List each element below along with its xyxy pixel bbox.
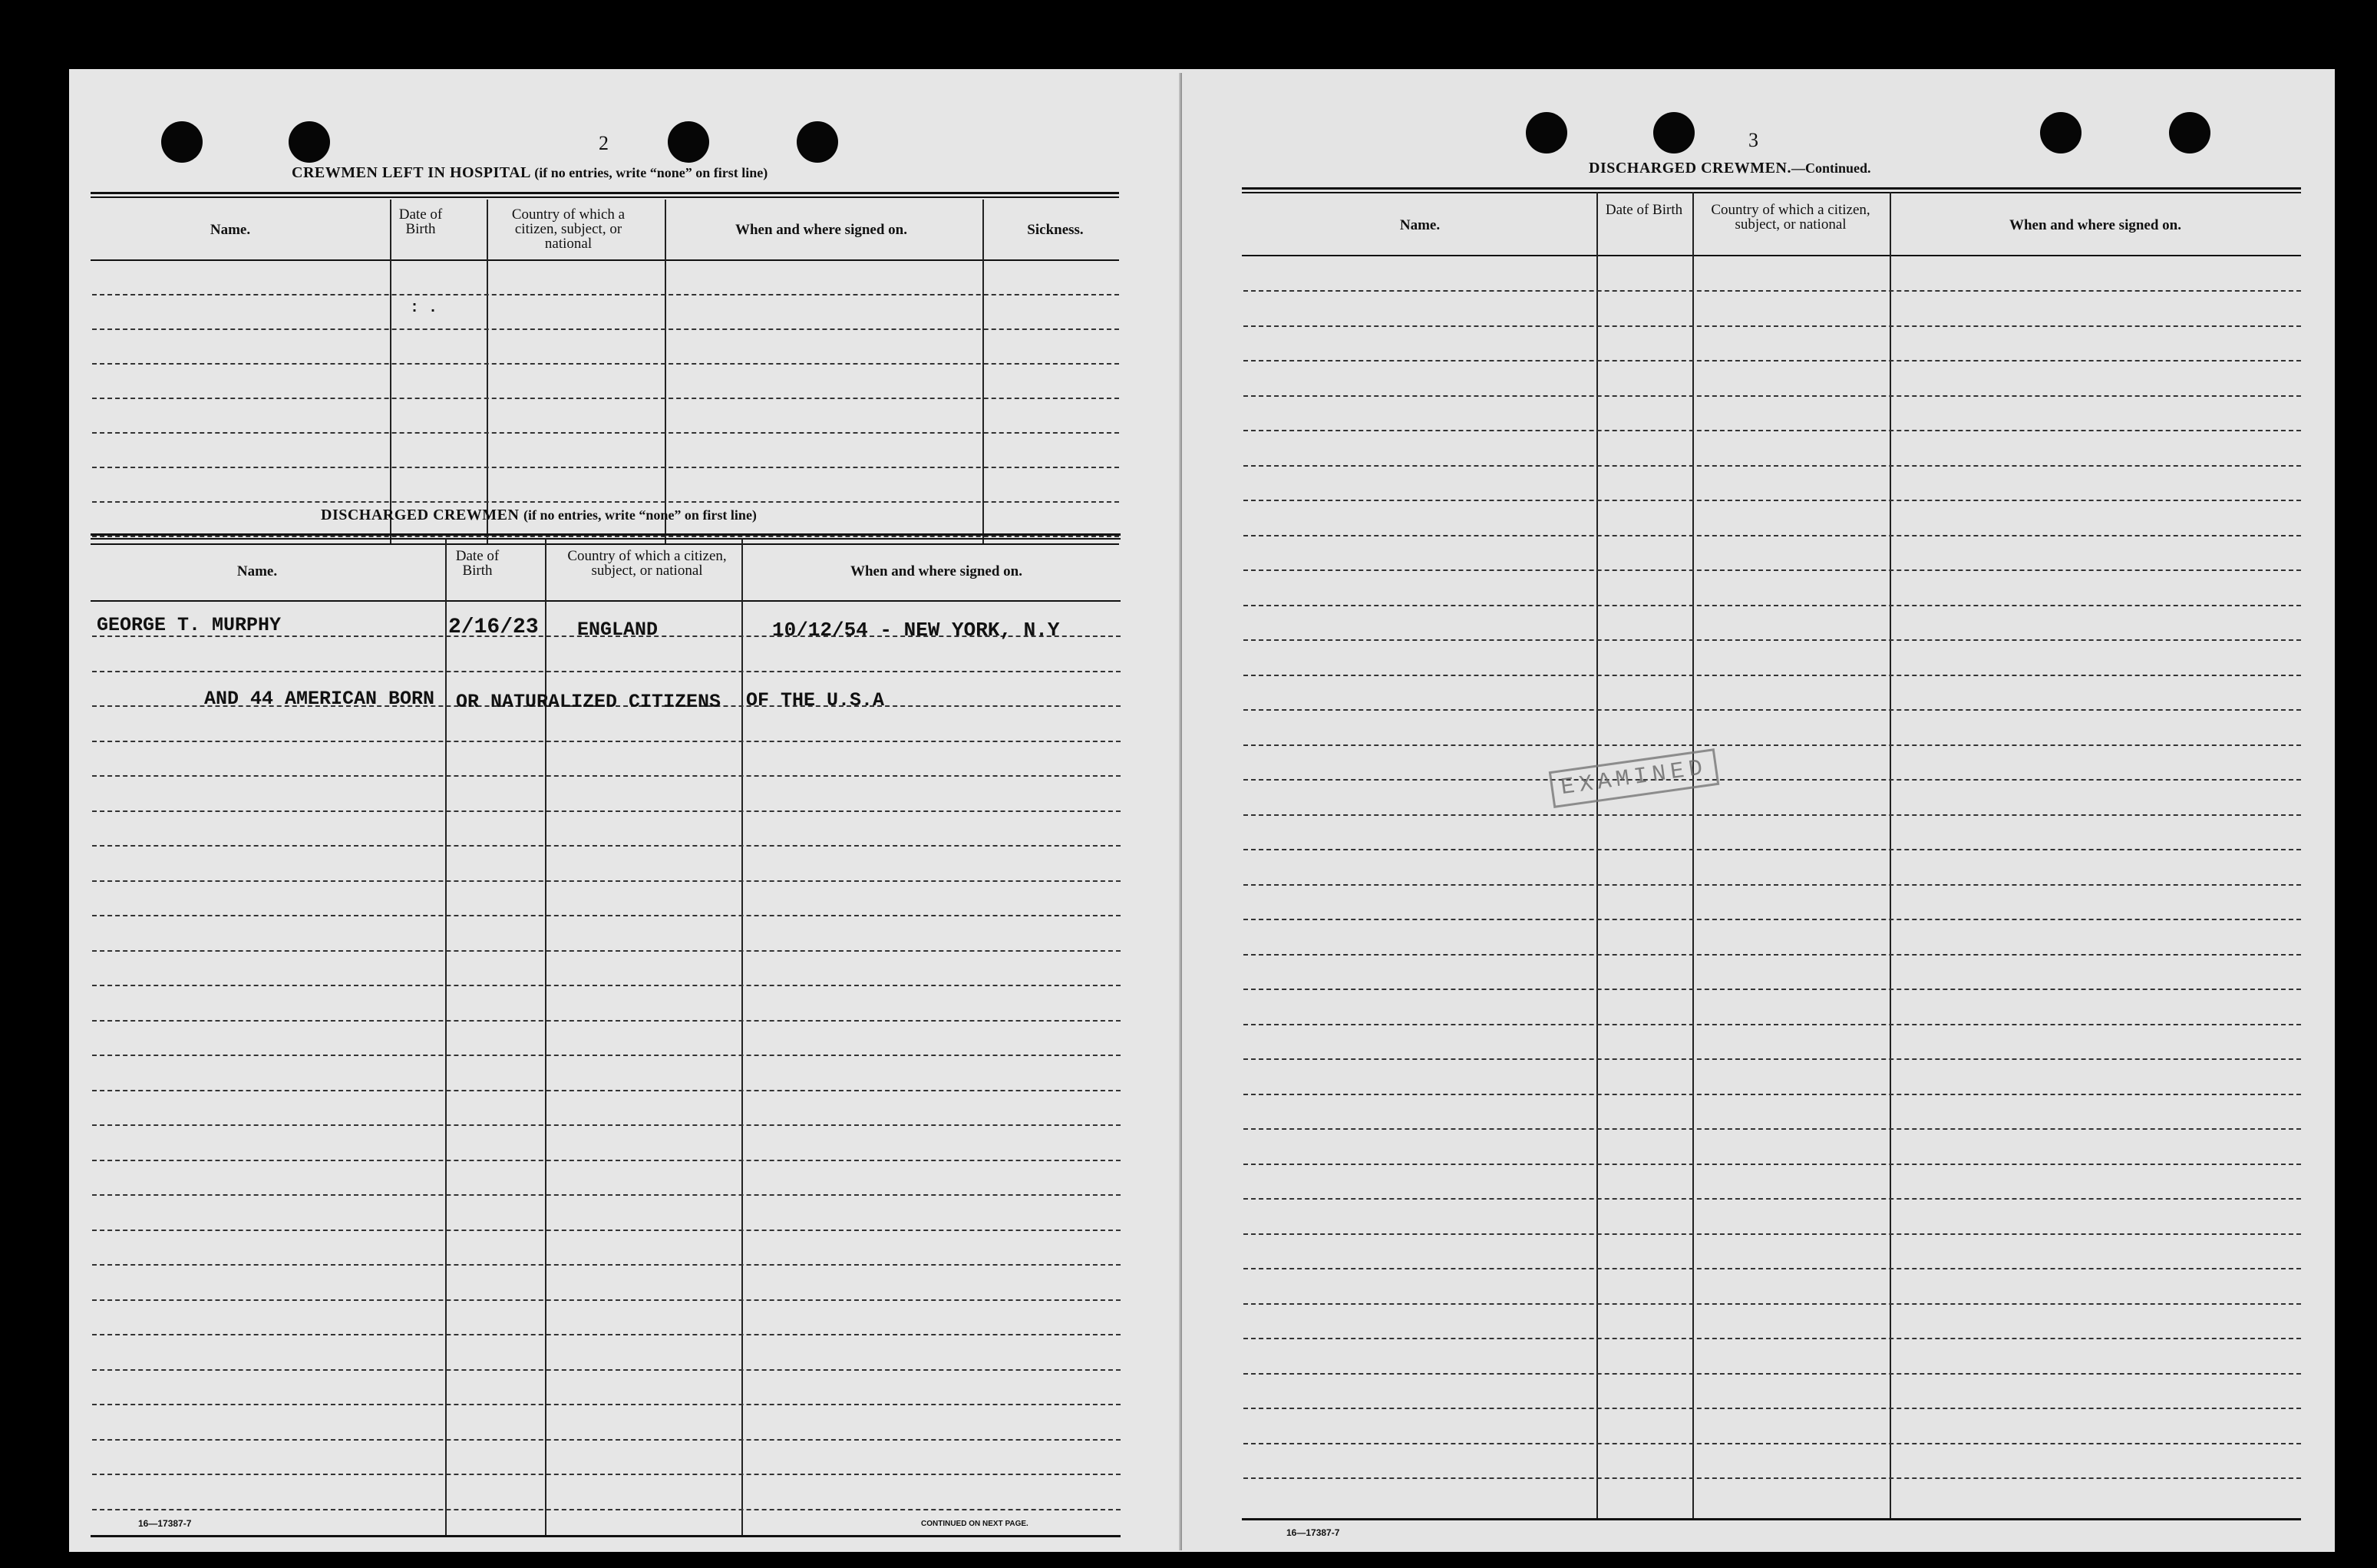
hospital-section-title xyxy=(292,164,768,182)
remark-part3: OF THE U.S.A xyxy=(746,689,885,711)
discharged-title-text: DISCHARGED CREWMEN xyxy=(321,507,520,523)
entry-line xyxy=(1243,1477,2301,1479)
entry-line xyxy=(1243,1128,2301,1130)
entry-line xyxy=(1243,849,2301,850)
hospital-col-divider xyxy=(665,200,666,545)
right-bottom-rule xyxy=(1242,1518,2301,1520)
entry-line xyxy=(92,432,1119,434)
entry-line xyxy=(1243,989,2301,990)
entry-line xyxy=(1243,639,2301,641)
discharged-top-rule xyxy=(91,533,1121,540)
punch-hole xyxy=(1526,112,1567,153)
discharged-col-divider xyxy=(545,539,546,1537)
hospital-col-country: Country of which a citizen, subject, or national xyxy=(511,206,626,252)
crewman-signed-on: 10/12/54 - NEW YORK, N.Y xyxy=(772,619,1060,642)
right-col-dob: Date of Birth xyxy=(1605,202,1683,218)
entry-line xyxy=(1243,535,2301,536)
hospital-col-divider xyxy=(390,200,391,545)
page-number: 2 xyxy=(599,132,609,154)
left-page xyxy=(69,69,1187,1552)
right-col-name: Name. xyxy=(1399,217,1441,233)
entry-line xyxy=(1243,1373,2301,1375)
entry-line xyxy=(1243,395,2301,397)
punch-hole xyxy=(668,121,709,163)
entry-line xyxy=(1243,1198,2301,1200)
hospital-col-name: Name. xyxy=(210,222,251,238)
punch-hole xyxy=(289,121,330,163)
entry-line xyxy=(92,294,1119,295)
discharged-bottom-rule xyxy=(91,1535,1121,1537)
entry-line xyxy=(92,775,1121,777)
hospital-top-rule xyxy=(91,192,1119,198)
hospital-col-divider xyxy=(982,200,984,545)
entry-line xyxy=(92,985,1121,986)
entry-line xyxy=(92,741,1121,742)
punch-hole xyxy=(1653,112,1695,153)
entry-line xyxy=(1243,1094,2301,1095)
entry-line xyxy=(92,915,1121,916)
entry-line xyxy=(1243,884,2301,886)
punch-hole xyxy=(161,121,203,163)
entry-line xyxy=(92,1020,1121,1022)
entry-line xyxy=(92,1264,1121,1266)
discharged-section-title xyxy=(321,507,757,524)
right-top-rule xyxy=(1242,187,2301,193)
right-header-rule xyxy=(1242,255,2301,256)
right-title-continued: —Continued. xyxy=(1791,160,1871,176)
entry-line xyxy=(92,1230,1121,1231)
punch-hole xyxy=(797,121,838,163)
entry-line xyxy=(1243,1303,2301,1305)
right-title-text: DISCHARGED CREWMEN. xyxy=(1589,160,1791,177)
entry-line xyxy=(92,1369,1121,1371)
entry-line xyxy=(92,845,1121,847)
entry-line xyxy=(92,1404,1121,1405)
entry-line xyxy=(92,398,1119,399)
continued-note: CONTINUED ON NEXT PAGE. xyxy=(921,1520,1028,1528)
discharged-col-divider xyxy=(741,539,743,1537)
entry-line xyxy=(1243,954,2301,956)
entry-line xyxy=(92,880,1121,882)
form-number: 16—17387-7 xyxy=(138,1518,192,1529)
right-col-divider xyxy=(1692,192,1694,1520)
punch-hole xyxy=(2169,112,2210,153)
entry-line xyxy=(1243,1233,2301,1235)
entry-line xyxy=(92,950,1121,952)
entry-line xyxy=(1243,675,2301,676)
right-col-country: Country of which a citizen, subject, or national xyxy=(1711,202,1870,233)
page-number: 3 xyxy=(1748,129,1758,151)
entry-line xyxy=(1243,814,2301,816)
entry-line xyxy=(1243,325,2301,327)
crewman-name: GEORGE T. MURPHY xyxy=(97,614,282,636)
entry-line xyxy=(1243,1268,2301,1269)
entry-line xyxy=(1243,1024,2301,1025)
entry-line xyxy=(92,467,1119,468)
entry-line xyxy=(92,328,1119,330)
discharged-col-name: Name. xyxy=(236,563,278,579)
entry-line xyxy=(92,1299,1121,1301)
right-col-signed-on: When and where signed on. xyxy=(2009,217,2181,233)
entry-line xyxy=(92,501,1119,503)
entry-line xyxy=(1243,500,2301,501)
remark-part2: OR NATURALIZED CITIZENS xyxy=(456,691,721,713)
hospital-col-sickness: Sickness. xyxy=(1027,222,1084,238)
discharged-title-note: (if no entries, write “none” on first line) xyxy=(523,507,757,523)
entry-line xyxy=(1243,779,2301,781)
entry-line xyxy=(92,1160,1121,1161)
entry-line xyxy=(1243,919,2301,920)
entry-line xyxy=(92,363,1119,365)
hospital-col-divider xyxy=(487,200,488,545)
crewman-dob: 2/16/23 xyxy=(448,616,539,639)
entry-line xyxy=(92,1439,1121,1441)
hospital-col-signed-on: When and where signed on. xyxy=(735,222,907,238)
remark-part1: AND 44 AMERICAN BORN xyxy=(204,688,435,710)
hospital-bottom-rule xyxy=(91,543,1119,545)
hospital-header-rule xyxy=(91,259,1119,261)
entry-line xyxy=(1243,1058,2301,1060)
hospital-title-text: CREWMEN LEFT IN HOSPITAL xyxy=(292,164,530,181)
crewman-country: ENGLAND xyxy=(577,619,659,641)
entry-line xyxy=(92,671,1121,672)
hospital-col-dob: Date of Birth xyxy=(398,206,443,237)
discharged-col-dob: Date of Birth xyxy=(455,548,500,579)
entry-line xyxy=(92,1194,1121,1196)
entry-line xyxy=(1243,569,2301,571)
discharged-header-rule xyxy=(91,600,1121,602)
discharged-col-divider xyxy=(445,539,447,1537)
entry-line xyxy=(92,1124,1121,1126)
discharged-col-signed-on: When and where signed on. xyxy=(850,563,1022,579)
punch-hole xyxy=(2040,112,2082,153)
entry-line xyxy=(92,1055,1121,1056)
examined-stamp: EXAMINED xyxy=(1549,748,1720,808)
entry-line xyxy=(1243,360,2301,361)
entry-line xyxy=(1243,290,2301,292)
entry-line xyxy=(1243,605,2301,606)
entry-line xyxy=(92,1474,1121,1475)
hospital-marks: : . xyxy=(410,299,438,317)
entry-line xyxy=(92,1509,1121,1510)
entry-line xyxy=(1243,1164,2301,1165)
entry-line xyxy=(1243,709,2301,711)
entry-line xyxy=(1243,1408,2301,1409)
form-number: 16—17387-7 xyxy=(1286,1527,1340,1538)
entry-line xyxy=(92,1334,1121,1335)
entry-line xyxy=(1243,430,2301,431)
discharged-col-country: Country of which a citizen, subject, or national xyxy=(567,548,727,579)
entry-line xyxy=(92,1090,1121,1091)
entry-line xyxy=(1243,465,2301,467)
entry-line xyxy=(92,810,1121,812)
right-col-divider xyxy=(1596,192,1598,1520)
entry-line xyxy=(1243,1338,2301,1339)
hospital-title-note: (if no entries, write “none” on first line) xyxy=(534,165,768,180)
entry-line xyxy=(1243,1443,2301,1444)
entry-line xyxy=(1243,744,2301,746)
right-section-title xyxy=(1589,160,1871,177)
right-page xyxy=(1182,69,2335,1552)
right-col-divider xyxy=(1890,192,1891,1520)
